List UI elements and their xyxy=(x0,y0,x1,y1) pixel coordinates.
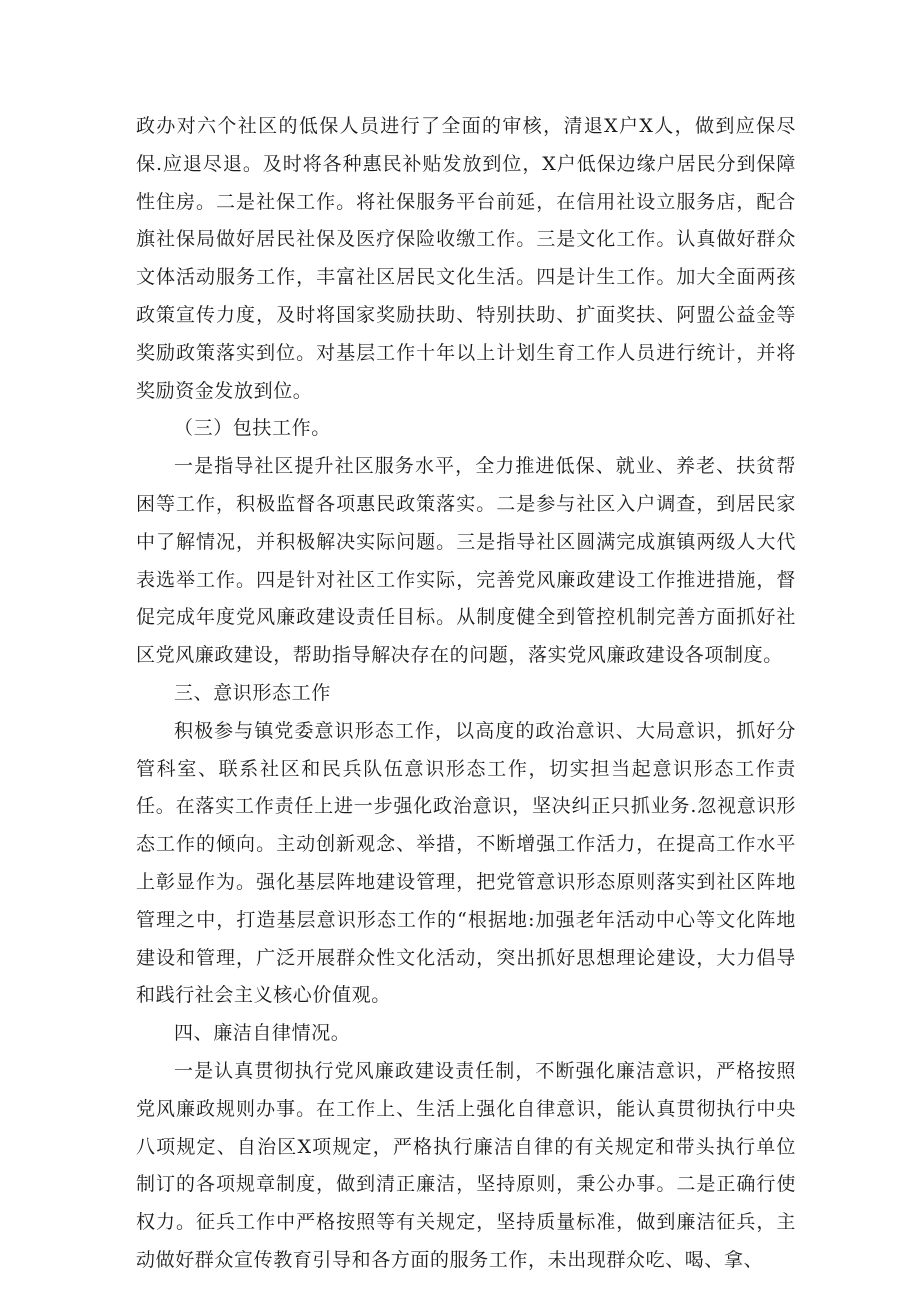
section-heading-integrity: 四、廉洁自律情况。 xyxy=(174,1022,351,1045)
paragraph-integrity: 一是认真贯彻执行党风廉政建设责任制，不断强化廉洁意识，严格按照党风廉政规则办事。在工作上、生活上强化自律意识，能认真贯彻执行中央八项规定、自治区X项规定，严格执行廉洁自律的有关规定和带头执行单位制订的各项规章制度，做到清正廉洁，坚持原则，秉公办事。二是正确行使权力。征兵工作中严格按照等有关规定，坚持质量标准，做到廉洁征兵，主动做好群众宣传教育引导和各方面的服务工作，未出现群众吃、喝、拿、 xyxy=(136,1059,796,1271)
paragraph-continuation: 政办对六个社区的低保人员进行了全面的审核，清退X户X人，做到应保尽保.应退尽退。及时将各种惠民补贴发放到位，X户低保边缘户居民分到保障性住房。二是社保工作。将社保服务平台前延，在信用社设立服务店，配合旗社保局做好居民社保及医疗保险收缴工作。三是文化工作。认真做好群众文体活动服务工作，丰富社区居民文化生活。四是计生工作。加大全面两孩政策宣传力度，及时将国家奖励扶助、特别扶助、扩面奖扶、阿盟公益金等奖励政策落实到位。对基层工作十年以上计划生育工作人员进行统计，并将奖励资金发放到位。 xyxy=(136,115,796,402)
section-heading-ideology: 三、意识形态工作 xyxy=(174,681,331,704)
document-body xyxy=(136,108,796,1280)
section-heading-baofu: （三）包扶工作。 xyxy=(174,417,331,440)
paragraph-ideology: 积极参与镇党委意识形态工作，以高度的政治意识、大局意识，抓好分管科室、联系社区和民兵队伍意识形态工作，切实担当起意识形态工作责任。在落实工作责任上进一步强化政治意识，坚决纠正只抓业务.忽视意识形态工作的倾向。主动创新观念、举措，不断增强工作活力，在提高工作水平上彰显作为。强化基层阵地建设管理，把党管意识形态原则落实到社区阵地管理之中，打造基层意识形态工作的“根据地:加强老年活动中心等文化阵地建设和管理，广泛开展群众性文化活动，突出抓好思想理论建设，大力倡导和践行社会主义核心价值观。 xyxy=(136,719,796,1007)
paragraph-baofu: 一是指导社区提升社区服务水平，全力推进低保、就业、养老、扶贫帮困等工作，积极监督各项惠民政策落实。二是参与社区入户调查，到居民家中了解情况，并积极解决实际问题。三是指导社区圆满完成旗镇两级人大代表选举工作。四是针对社区工作实际，完善党风廉政建设工作推进措施，督促完成年度党风廉政建设责任目标。从制度健全到管控机制完善方面抓好社区党风廉政建设，帮助指导解决存在的问题，落实党风廉政建设各项制度。 xyxy=(136,455,796,667)
